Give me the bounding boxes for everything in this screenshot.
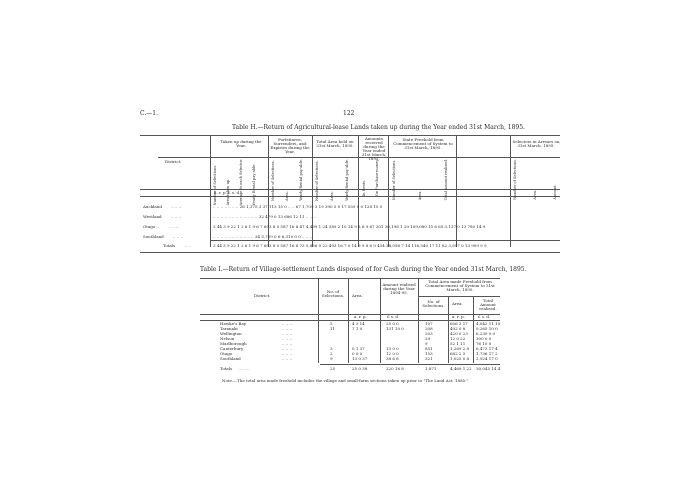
cell-tarea: 52 1 11 [450,341,466,346]
cell-area: 4 3 14 [352,321,365,326]
cell-area: 7 1 0 [352,326,363,331]
ti-unit-tamount: £ s. d. [478,314,491,319]
ti-total-area: 25 0 38 [352,366,368,371]
cell-tsel: 208 [425,326,433,331]
cell-tsel: 851 [425,346,433,351]
sub-ar-selections: Number of Selections. [513,159,517,200]
ti-district-header: District. [254,293,271,298]
ti-group-header: Total Area made Freehold from Commencement of System to 31st March, 1895. [425,279,495,292]
row-leader: .. .. .. [171,204,182,209]
sub-ff-area: Area. [285,191,289,201]
row-values: .. .. .. .. .. .. .. 26 1,375 3 37 113 15 0 .. .. 67 1,709 3 19 390 5 0 17 559 0 0 128 15 0 [213,204,383,209]
cell-tamount: 4,042 11 10 [476,321,501,326]
row-values: .. .. .. .. .. .. .. .. .. .. .. .. 32 479 0 13 686 12 11 .. .. .. [213,214,317,219]
sub-ar-area: Area. [533,190,537,200]
table-row [143,234,313,239]
row-district: Totals [220,366,233,371]
cell-tarea: 682 2 5 [450,351,466,356]
cell-dots: .. .. .. [282,326,293,331]
row-values: 3 44 3 9 22 1 2 6 1 9 6 7 693 8 0 587 16 8 47 4,499 1 24 389 2 10 14 9 8 6 9 67 301 30,198 1 29 109,080 15 6 65 3,137 0 13 780 14 9 [213,224,486,229]
cell-dots: .. .. .. [282,321,293,326]
cell-tsel: 153 [425,351,433,356]
sub-ta-selections: Number of Selections. [315,160,319,201]
sub-average: Average to each Selector. [239,159,243,206]
sub-area-taken: Area taken up. [226,178,230,206]
row-leader: .. .. .. [239,366,250,371]
cell-tsel: 9 [425,341,428,346]
group-total-area: Total Area held on 31st March, 1895. [316,139,354,148]
group-amounts-received: Amounts received during the Year ended 31st March, 1895. [361,136,387,161]
cell-tarea: 12 0 22 [450,336,466,341]
sub-ta-rental: Yearly Rental pay-able. [345,159,349,201]
sub-purchase-money: On Purchase-money. [375,159,379,197]
cell-tsel: 29 [425,336,431,341]
cell-tamount: 2,924 17 0 [476,356,498,361]
cell-amount: 13 0 0 [386,346,399,351]
sub-sf-selections: Number of Selections. [392,159,396,201]
cell-sel: 5 [330,321,333,326]
group-forfeitures: Forfeitures, Surrenders, and Expiries during the Year. [270,137,310,154]
cell-tsel: 321 [425,356,433,361]
cell-tamount: 9,265 10 0 [476,326,498,331]
cell-tarea: 1,269 2 8 [450,346,470,351]
cell-dots: .. .. .. [282,351,293,356]
cell-tarea: 606 3 17 [450,321,468,326]
ti-row-totals [220,367,250,371]
cell-district: Canterbury [220,346,244,351]
cell-amount: 131 10 0 [386,326,404,331]
cell-tsel: 107 [425,321,433,326]
sub-selections: Number of Selections. [213,164,217,206]
table-row [143,204,383,209]
cell-area: 0 0 0 [352,351,363,356]
row-leader: .. .. .. [168,224,179,229]
cell-district: Marlborough [220,341,247,346]
cell-district: Hawke's Bay [220,321,247,326]
cell-district: Taranaki [220,326,238,331]
cell-tamount: 300 0 0 [476,336,492,341]
cell-amount: 12 0 0 [386,351,399,356]
row-values: .. .. .. .. .. .. .. .. .. .. .. 34 5,709 0 6 6,310 0 0 .. .. .. [213,234,313,239]
cell-dots: .. .. .. [282,336,293,341]
ti-selections-header: No. of Selections. [321,289,345,298]
cell-tamount: 76 10 0 [476,341,492,346]
row-district: Westland [143,214,162,219]
cell-tarea: 402 0 8 [450,326,466,331]
table-h-title: Table H.—Return of Agricultural-lease Lands taken up during the Year ended 31st March, 1895. [232,124,525,131]
row-values: 3 44 3 9 22 1 2 6 1 9 6 7 693 8 0 587 16 8 73 5,856 0 22 493 16 7 0 14 9 9 8 6 9 434 38,096 7 14 116,540 17 11 82 3,947 0 13 909 9 9 [213,243,487,248]
cell-area: 13 0 37 [352,356,368,361]
cell-amount: 25 0 0 [386,321,399,326]
ti-total-tarea: 4,469 1 22 [450,366,472,371]
cell-sel: 3 [330,346,333,351]
cell-tarea: 1,025 0 8 [450,356,470,361]
cell-tsel: 203 [425,331,433,336]
table-row [143,224,486,229]
page-number: 122 [343,110,355,117]
ti-total-tsel: 1,871 [425,366,437,371]
ti-note: Note.—The total area made freehold includes the village and small-farm sections taken up prior to "The Land Act, 1885." [222,378,469,383]
sub-yearly-rental: Yearly Rental pay-able. [252,163,256,206]
cell-sel: 9 [330,356,333,361]
cell-tamount: 1,736 17 2 [476,351,498,356]
ti-sub-amount: Total Amount realised. [479,298,497,311]
sub-sf-amount: Total Amount realised. [444,159,448,201]
table-h-units: a. r. p. £ s. d. [214,190,241,195]
cell-district: Wellington [220,331,242,336]
ti-sub-selections: No. of Selections. [422,299,445,308]
ti-area-header: Area. [352,293,363,298]
table-row-totals [163,243,487,248]
ti-unit-amount: £ s. d. [387,314,400,319]
row-district: Otago .. [143,224,160,229]
cell-tarea: 420 0 23 [450,331,468,336]
row-district: Totals [163,243,176,248]
cell-amount: 38 6 8 [386,356,399,361]
cell-sel: 11 [330,326,336,331]
cell-district: Otago [220,351,233,356]
ti-amount-header: Amount realised during the Year 1894-95. [382,282,416,295]
row-leader: .. .. [184,243,191,248]
ti-sub-area: Area. [452,301,463,306]
cell-tamount: 6,473 17 4 [476,346,498,351]
group-state-freehold: State Freehold from Commencement of System to 31st March, 1895. [393,137,453,150]
cell-district: Nelson [220,336,235,341]
ti-unit-tarea: a. r. p. [452,314,465,319]
ti-total-sel: 25 [330,366,336,371]
cell-tamount: 6,230 0 0 [476,331,496,336]
table-row [143,214,317,219]
sub-ff-selections: Number of Selections. [271,160,275,201]
cell-dots: .. .. .. [282,341,293,346]
cell-dots: .. .. .. [282,331,293,336]
section-code: C.—1. [140,110,159,117]
sub-sf-area: Area. [418,190,422,201]
cell-dots: .. .. .. [282,356,293,361]
row-leader: .. .. .. [173,234,184,239]
group-arrears: Selectors in Arrears on 31st March, 1895. [512,139,560,148]
sub-in-rents: In Rents. [362,179,366,197]
sub-ff-rental: Yearly Rental pay-able. [299,159,303,201]
row-district: Auckland [143,204,162,209]
row-leader: .. .. .. [170,214,182,219]
ti-total-tamount: 30,045 14 4 [476,366,501,371]
ti-unit-area: a. r. p. [354,314,367,319]
cell-sel: 2 [330,351,333,356]
sub-ta-area: Area. [330,191,334,201]
cell-district: Southland [220,356,241,361]
district-header: District. [165,159,182,164]
sub-ar-amount: Amount. [553,184,557,200]
row-district: Southland [143,234,164,239]
ti-total-amount: 220 16 8 [386,366,404,371]
group-taken-up: Taken up during the Year. [220,139,262,148]
cell-area: 0 1 37 [352,346,365,351]
cell-dots: .. .. .. [282,346,293,351]
table-i-title: Table I.—Return of Village-settlement Lands disposed of for Cash during the Year ended 31st March, 1895. [200,266,527,273]
